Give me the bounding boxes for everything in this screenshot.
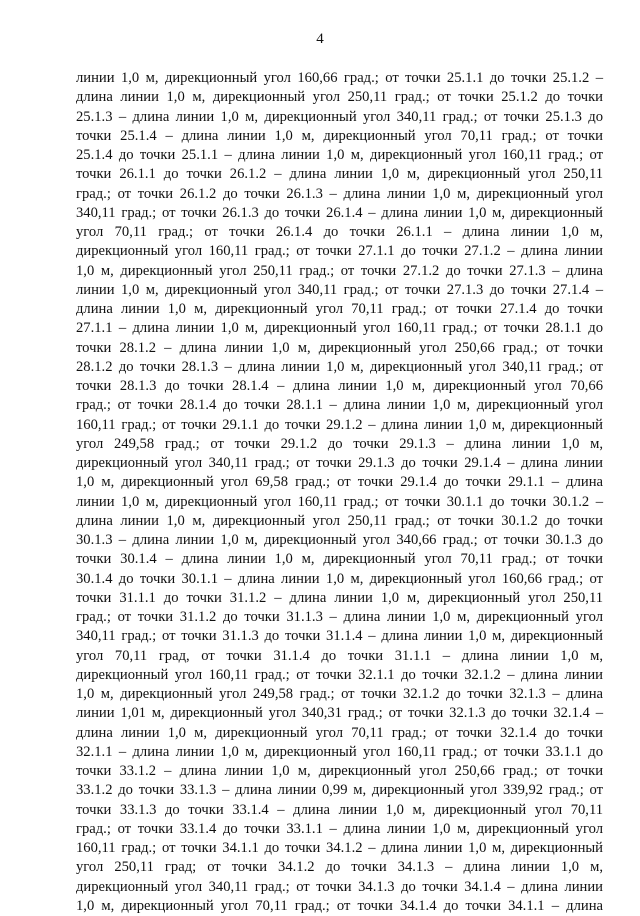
text-line: 340,11 град.; от точки 26.1.3 до точки 26.1.4 – длина линии 1,0 м, дирекционный [76, 204, 603, 221]
text-line: длина линии 1,0 м, дирекционный угол 250,11 град.; от точки 30.1.2 до точки [76, 512, 603, 529]
text-line: 1,0 м, дирекционный угол 69,58 град.; от точки 29.1.4 до точки 29.1.1 – длина [76, 474, 603, 491]
text-line: точки 30.1.4 – длина линии 1,0 м, дирекционный угол 70,11 град.; от точки [76, 551, 603, 568]
text-line: длина линии 1,0 м, дирекционный угол 250,11 град.; от точки 25.1.2 до точки [76, 89, 603, 106]
text-line: 27.1.1 – длина линии 1,0 м, дирекционный угол 160,11 град.; от точки 28.1.1 до [76, 320, 603, 337]
text-line: дирекционный угол 340,11 град.; от точки 34.1.3 до точки 34.1.4 – длина линии [76, 878, 603, 895]
text-line: 1,0 м, дирекционный угол 250,11 град.; от точки 27.1.2 до точки 27.1.3 – длина [76, 262, 603, 279]
text-line: град.; от точки 26.1.2 до точки 26.1.3 – длина линии 1,0 м, дирекционный угол [76, 185, 603, 202]
text-line: 1,0 м, дирекционный угол 70,11 град.; от точки 34.1.4 до точки 34.1.1 – длина [76, 897, 603, 914]
text-line: 160,11 град.; от точки 29.1.1 до точки 29.1.2 – длина линии 1,0 м, дирекционный [76, 416, 603, 433]
text-line: точки 26.1.1 до точки 26.1.2 – длина линии 1,0 м, дирекционный угол 250,11 [76, 166, 603, 183]
page-number: 4 [316, 31, 324, 47]
body-text [76, 69, 603, 916]
text-line: точки 31.1.1 до точки 31.1.2 – длина линии 1,0 м, дирекционный угол 250,11 [76, 589, 603, 606]
text-line: точки 33.1.2 – длина линии 1,0 м, дирекционный угол 250,66 град.; от точки [76, 763, 603, 779]
text-line: град.; от точки 33.1.4 до точки 33.1.1 – длина линии 1,0 м, дирекционный угол [76, 820, 603, 837]
text-line: точки 33.1.3 до точки 33.1.4 – длина линии 1,0 м, дирекционный угол 70,11 [76, 801, 603, 818]
text-line: 30.1.4 до точки 30.1.1 – длина линии 1,0 м, дирекционный угол 160,66 град.; от [76, 570, 603, 587]
text-line: угол 70,11 град, от точки 31.1.4 до точки 31.1.1 – длина линии 1,0 м, [76, 647, 603, 664]
text-line: 28.1.2 до точки 28.1.3 – длина линии 1,0 м, дирекционный угол 340,11 град.; от [76, 358, 603, 375]
text-line: угол 70,11 град.; от точки 26.1.4 до точки 26.1.1 – длина линии 1,0 м, [76, 224, 603, 240]
text-line: точки 28.1.2 – длина линии 1,0 м, дирекционный угол 250,66 град.; от точки [76, 339, 603, 356]
text-line: угол 249,58 град.; от точки 29.1.2 до точки 29.1.3 – длина линии 1,0 м, [76, 435, 603, 452]
text-line: дирекционный угол 160,11 град.; от точки 32.1.1 до точки 32.1.2 – длина линии [76, 666, 603, 683]
text-line: 25.1.3 – длина линии 1,0 м, дирекционный угол 340,11 град.; от точки 25.1.3 до [76, 108, 603, 125]
text-line: точки 28.1.3 до точки 28.1.4 – длина линии 1,0 м, дирекционный угол 70,66 [76, 378, 603, 394]
text-line: град.; от точки 28.1.4 до точки 28.1.1 – длина линии 1,0 м, дирекционный угол [76, 397, 603, 414]
text-line: град.; от точки 31.1.2 до точки 31.1.3 – длина линии 1,0 м, дирекционный угол [76, 609, 603, 625]
text-line: дирекционный угол 160,11 град.; от точки 27.1.1 до точки 27.1.2 – длина линии [76, 243, 603, 260]
text-line: линии 1,0 м, дирекционный угол 160,66 град.; от точки 25.1.1 до точки 25.1.2 – [76, 70, 603, 86]
text-line: 160,11 град.; от точки 34.1.1 до точки 34.1.2 – длина линии 1,0 м, дирекционный [76, 840, 603, 856]
text-line: линии 1,01 м, дирекционный угол 340,31 град.; от точки 32.1.3 до точки 32.1.4 – [76, 705, 603, 722]
text-line: 1,0 м, дирекционный угол 249,58 град.; от точки 32.1.2 до точки 32.1.3 – длина [76, 686, 603, 702]
text-line: 30.1.3 – длина линии 1,0 м, дирекционный угол 340,66 град.; от точки 30.1.3 до [76, 532, 603, 548]
text-line: 33.1.2 до точки 33.1.3 – длина линии 0,99 м, дирекционный угол 339,92 град.; от [76, 782, 603, 799]
text-line: длина линии 1,0 м, дирекционный угол 70,11 град.; от точки 27.1.4 до точки [76, 301, 603, 317]
text-line: 25.1.4 до точки 25.1.1 – длина линии 1,0 м, дирекционный угол 160,11 град.; от [76, 147, 603, 163]
text-line: линии 1,0 м, дирекционный угол 340,11 град.; от точки 27.1.3 до точки 27.1.4 – [76, 281, 603, 298]
text-line: точки 25.1.4 – длина линии 1,0 м, дирекционный угол 70,11 град.; от точки [76, 127, 603, 144]
text-line: длина линии 1,0 м, дирекционный угол 70,11 град.; от точки 32.1.4 до точки [76, 724, 603, 741]
text-line: угол 250,11 град; от точки 34.1.2 до точки 34.1.3 – длина линии 1,0 м, [76, 859, 603, 876]
text-line: 340,11 град.; от точки 31.1.3 до точки 31.1.4 – длина линии 1,0 м, дирекционный [76, 628, 603, 645]
text-line: 32.1.1 – длина линии 1,0 м, дирекционный угол 160,11 град.; от точки 33.1.1 до [76, 743, 603, 760]
text-line: дирекционный угол 340,11 град.; от точки 29.1.3 до точки 29.1.4 – длина линии [76, 455, 603, 471]
text-line: линии 1,0 м, дирекционный угол 160,11 град.; от точки 30.1.1 до точки 30.1.2 – [76, 493, 603, 510]
